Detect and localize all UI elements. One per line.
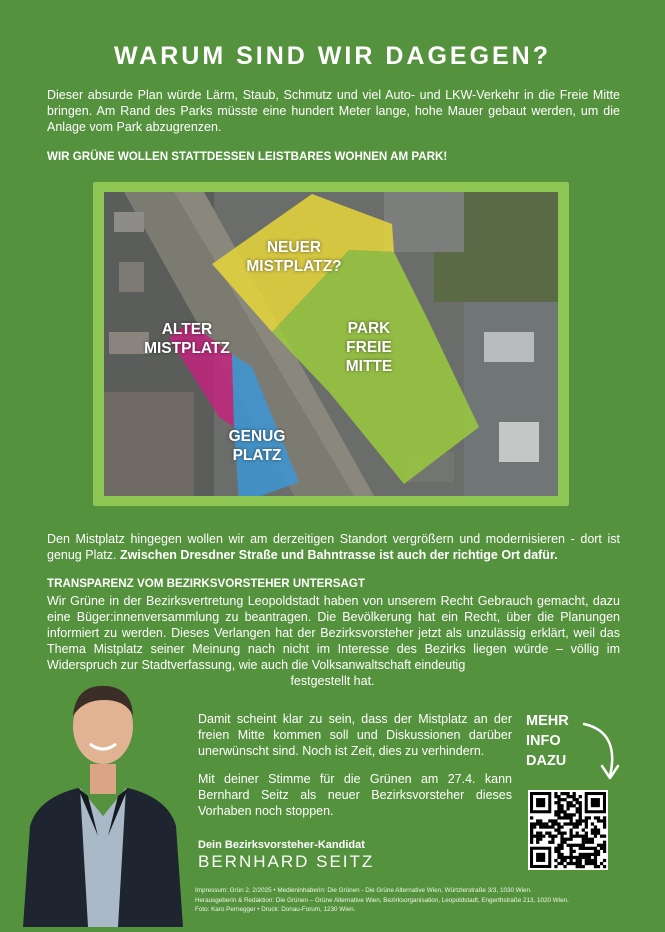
aerial-map	[104, 192, 558, 496]
map-label-neuer-line2: MISTPLATZ?	[246, 258, 342, 275]
transparency-heading: TRANSPARENZ VOM BEZIRKSVORSTEHER UNTERSAGT	[47, 577, 365, 590]
map-label-neuer-mistplatz	[244, 238, 344, 276]
transparency-paragraph: Wir Grüne in der Bezirksvertretung Leopoldstadt haben von unserem Recht Gebrauch gemacht, dazu eine Büger:innenversammlung zu beantragen. Die Bevölkerung hat ein Recht, über die Planungen informiert zu werden. Dieses Verlangen hat der Bezirksvorsteher jetzt als unzulässig erklärt, weil das Thema Mistplatz seiner Meinung nach nicht im Interesse des Bezirks liegen würde – völlig im Widerspruch zur Stadtverfassung, wie auch die Volksanwaltschaft eindeutig	[47, 594, 620, 672]
qr-code-icon[interactable]	[528, 790, 608, 870]
map-label-park-freie-mitte	[329, 319, 409, 376]
map-label-park-line1: PARK	[347, 320, 391, 337]
candidate-label: Dein Bezirksvorsteher-Kandidat	[198, 839, 365, 851]
claim-heading: WIR GRÜNE WOLLEN STATTDESSEN LEISTBARES WOHNEN AM PARK!	[47, 150, 448, 163]
intro-paragraph: Dieser absurde Plan würde Lärm, Staub, Schmutz und viel Auto- und LKW-Verkehr in die Freie Mitte bringen. Am Rand des Parks müsste eine hundert Meter lange, hohe Mauer gebaut werden, um die Anlage vom Park abzugrenzen.	[47, 88, 620, 134]
mid-bold-text: Zwischen Dresdner Straße und Bahntrasse ist auch der richtige Ort dafür.	[119, 548, 558, 562]
imprint-line-3: Foto: Karo Pernegger • Druck: Donau-Forum, 1230 Wien.	[195, 906, 356, 913]
map-label-alter-line2: MISTPLATZ	[144, 340, 230, 357]
mid-paragraph	[47, 531, 620, 563]
map-label-genug-platz	[219, 427, 295, 465]
more-info-line2: INFO	[526, 733, 561, 749]
map-label-genug-line1: GENUG	[228, 428, 286, 445]
map-label-neuer-line1: NEUER	[266, 239, 322, 256]
more-info-line1: MEHR	[526, 713, 569, 729]
map-label-park-line2: FREIE	[346, 339, 392, 356]
transparency-last-line: festgestellt hat.	[290, 674, 375, 688]
more-info-line3: DAZU	[526, 753, 567, 769]
map-label-alter-mistplatz	[137, 320, 237, 358]
imprint-line-1: Impressum: Grün 2, 2/2025 • Medieninhaberin: Die Grünen - Die Grüne Alternative Wien, Würtzlerstraße 3/3, 1030 Wien.	[195, 887, 532, 894]
candidate-name: BERNHARD SEITZ	[198, 852, 375, 871]
page-title: WARUM SIND WIR DAGEGEN?	[113, 42, 552, 70]
imprint-line-2: Herausgeberin & Redaktion: Die Grünen – Grüne Alternative Wien, Bezirksorganisation, Leopoldstadt, Engerthstraße 213, 1020 Wien.	[195, 896, 569, 904]
candidate-photo	[18, 676, 188, 927]
conclusion-paragraph: Damit scheint klar zu sein, dass der Mistplatz an der freien Mitte kommen soll und Diskussionen darüber unerwünscht sind. Noch ist Zeit, dies zu verhindern.	[198, 712, 512, 758]
mid-text: Den Mistplatz hingegen wollen wir am derzeitigen Standort vergrößern und modernisieren - dort ist genug Platz.	[47, 532, 620, 562]
map-label-genug-line2: PLATZ	[232, 447, 282, 464]
vote-paragraph: Mit deiner Stimme für die Grünen am 27.4. kann Bernhard Seitz als neuer Bezirksvorsteher dieses Vorhaben noch stoppen.	[198, 772, 512, 818]
map-label-alter-line1: ALTER	[161, 321, 213, 338]
imprint	[195, 886, 645, 915]
curved-arrow-icon	[580, 718, 624, 789]
map-label-park-line3: MITTE	[345, 358, 393, 375]
